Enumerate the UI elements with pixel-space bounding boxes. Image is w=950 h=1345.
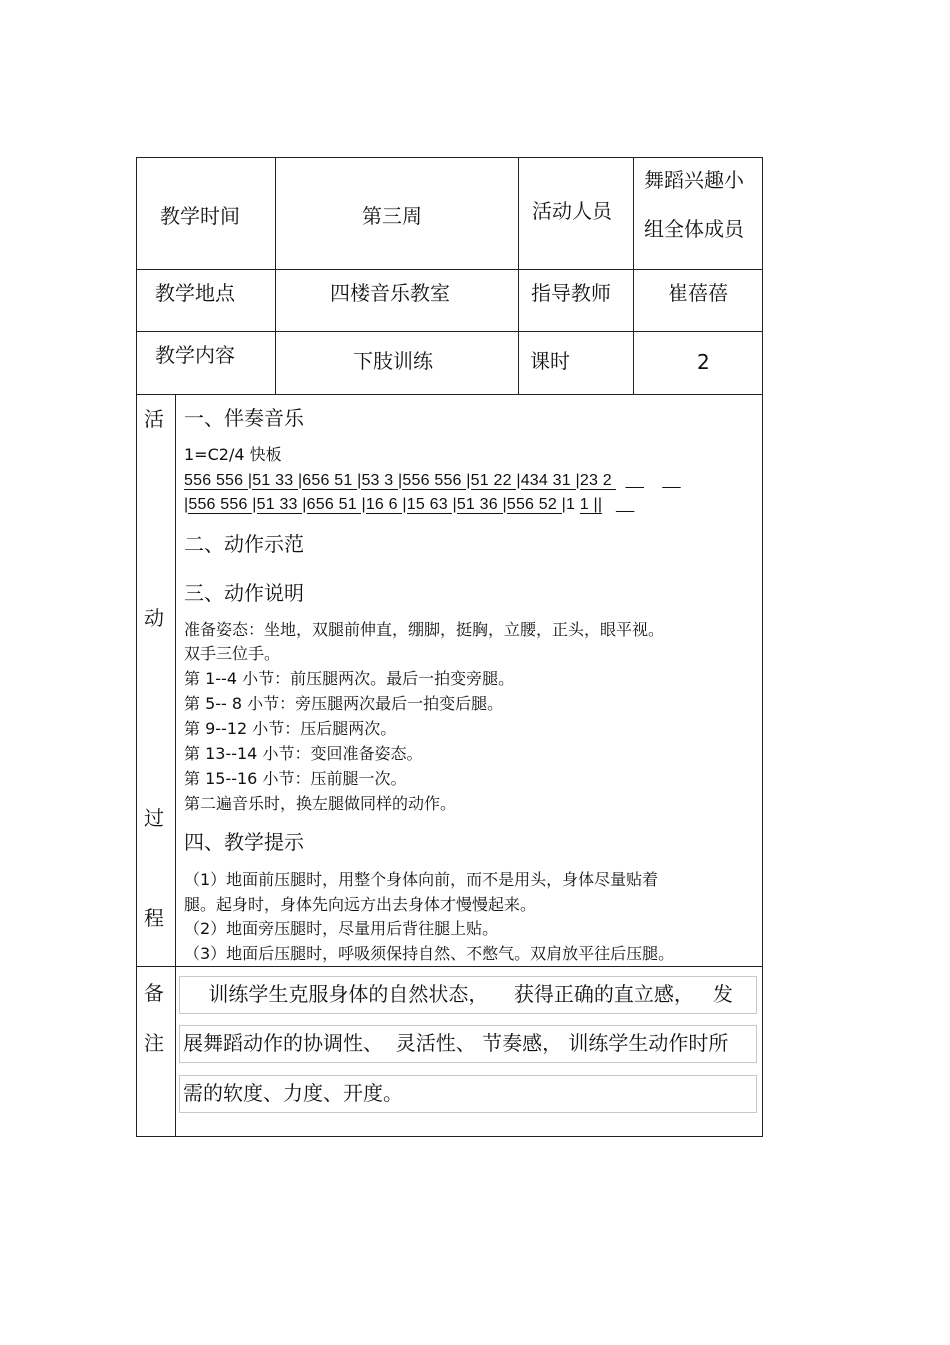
note-line: 训练学生克服身体的自然状态， 获得正确的直立感， 发 [183,982,733,1006]
label-teaching-time: 教学时间 [160,204,240,228]
label-teaching-place: 教学地点 [155,281,235,305]
score-line-2: |556 556 |51 33 |656 51 |16 6 |15 63 |51 36 |556 52 |1 1 || __ [184,496,635,513]
col-divider [275,157,276,395]
row-divider [136,394,763,395]
music-key-line: 1=C2/4 快板 [184,445,282,464]
note-line: 展舞蹈动作的协调性、 灵活性、 节奏感， 训练学生动作时所 [183,1031,729,1055]
side-label-notes-1: 备 [144,981,164,1005]
side-label-activity-1: 活 [144,407,164,431]
description-line: 第 9--12 小节：压后腿两次。 [184,719,397,738]
label-class-hours: 课时 [530,349,570,373]
side-col-divider [175,394,176,1137]
value-class-hours: 2 [697,350,710,374]
row-divider [136,331,763,332]
tip-line: （2）地面旁压腿时，尽量用后背往腿上贴。 [184,919,499,938]
section-title-tips: 四、教学提示 [184,830,304,854]
tip-line: 腿。起身时，身体先向远方出去身体才慢慢起来。 [184,895,537,914]
side-label-activity-4: 程 [144,906,164,930]
note-line: 需的软度、力度、开度。 [183,1081,403,1105]
tip-line: （3）地面后压腿时，呼吸须保持自然、不憋气。双肩放平往后压腿。 [184,944,675,963]
col-divider [518,157,519,395]
value-teaching-content: 下肢训练 [353,349,433,373]
label-participants: 活动人员 [532,199,612,223]
row-divider [136,966,763,967]
score-line-1: 556 556 |51 33 |656 51 |53 3 |556 556 |51 22 |434 31 |23 2 __ __ [184,472,681,489]
description-line: 第 5-- 8 小节：旁压腿两次最后一拍变后腿。 [184,694,504,713]
value-teaching-place: 四楼音乐教室 [330,281,450,305]
description-line: 第 1--4 小节：前压腿两次。最后一拍变旁腿。 [184,669,515,688]
value-participants-line1: 舞蹈兴趣小 [644,168,744,192]
label-instructor: 指导教师 [531,281,611,305]
value-participants-line2: 组全体成员 [644,217,744,241]
description-line: 第 13--14 小节：变回准备姿态。 [184,744,423,763]
table-border-left [136,157,137,1137]
section-title-music: 一、伴奏音乐 [184,406,304,430]
description-line: 准备姿态：坐地，双腿前伸直，绷脚，挺胸，立腰，正头，眼平视。 [184,620,665,639]
row-divider [136,269,763,270]
side-label-notes-2: 注 [144,1031,164,1055]
label-teaching-content: 教学内容 [155,343,235,367]
value-teaching-time: 第三周 [362,204,422,228]
value-instructor: 崔蓓蓓 [668,281,728,305]
description-line: 第 15--16 小节：压前腿一次。 [184,769,407,788]
tip-line: （1）地面前压腿时，用整个身体向前，而不是用头，身体尽量贴着 [184,870,659,889]
table-border-top [136,157,763,158]
description-line: 第二遍音乐时，换左腿做同样的动作。 [184,794,457,813]
side-label-activity-3: 过 [144,806,164,830]
table-border-right [762,157,763,1137]
section-title-demo: 二、动作示范 [184,532,304,556]
col-divider [633,157,634,395]
section-title-explain: 三、动作说明 [184,581,304,605]
side-label-activity-2: 动 [144,606,164,630]
description-line: 双手三位手。 [184,644,281,663]
table-border-bottom [136,1136,763,1137]
